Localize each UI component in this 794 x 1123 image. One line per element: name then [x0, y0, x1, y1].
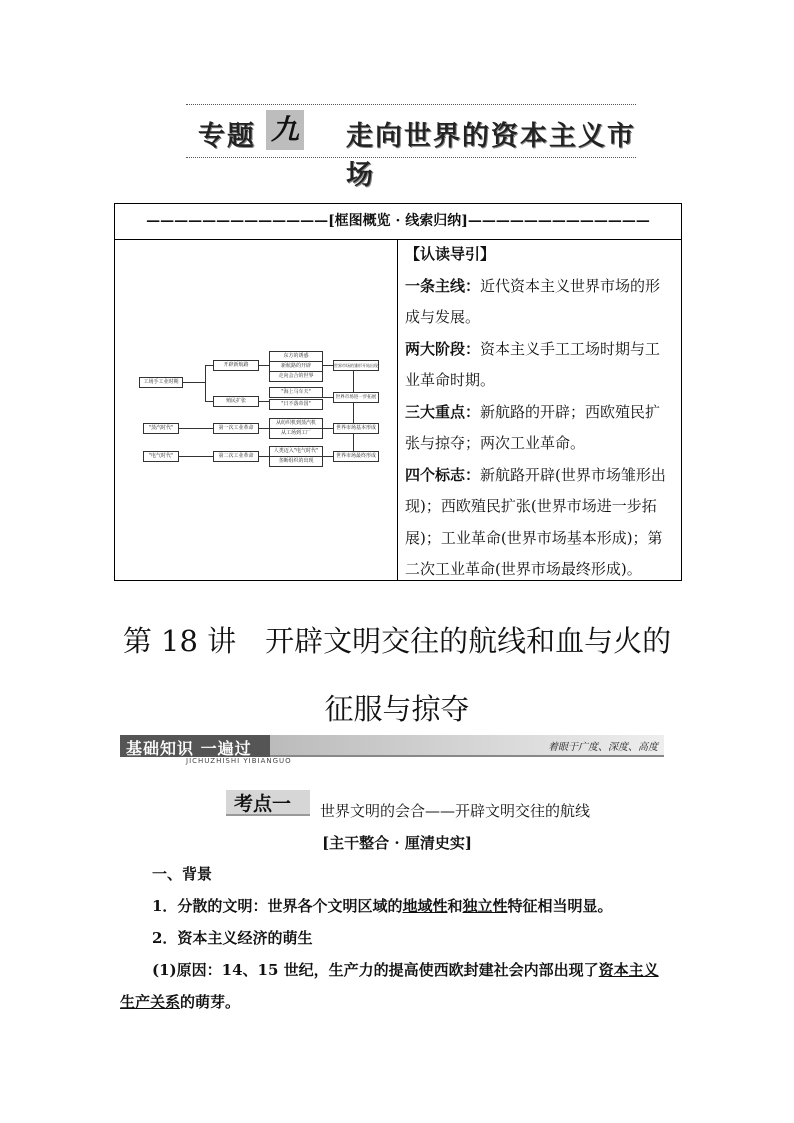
heading-capitalism-emergence: 2．资本主义经济的萌生	[152, 929, 313, 947]
flow-connector	[205, 365, 213, 366]
heading-background: 一、背景	[152, 865, 213, 883]
flow-steam-era: "蒸汽时代"	[143, 423, 179, 434]
guide-item-2: 两大阶段：资本主义手工工场时期与工业革命时期。	[405, 339, 661, 389]
flow-c2: 新航路的开辟	[269, 361, 323, 372]
flow-r1: 世界市场的雏形开始出现	[333, 360, 379, 371]
overview-table	[114, 203, 682, 581]
flow-electric-era: "电气时代"	[143, 451, 179, 462]
flow-c1: 东方的诱惑	[269, 351, 323, 362]
flow-c5: "日不落帝国"	[269, 399, 323, 410]
flow-r3: 世界市场基本形成	[333, 423, 379, 434]
flow-connector	[353, 402, 354, 423]
flow-c9: 垄断组织的出现	[269, 456, 323, 467]
flow-connector	[181, 382, 205, 383]
section-label: 基础知识 一遍过	[126, 739, 252, 758]
flow-connector	[177, 428, 213, 429]
flow-connector	[353, 433, 354, 451]
flow-colonial: 殖民扩张	[213, 396, 259, 407]
guide-cell	[405, 239, 675, 580]
section-label-block	[120, 735, 270, 757]
flow-connector	[205, 401, 213, 402]
flow-c4: "海上马车夫"	[269, 387, 323, 398]
flow-connector	[205, 365, 206, 401]
overview-diagram-cell	[115, 239, 398, 580]
kaodian-badge: 考点一	[226, 790, 310, 816]
flow-new-routes: 开辟新航路	[213, 360, 259, 371]
flow-r4: 世界市场最终形成	[333, 451, 379, 462]
flow-c7: 从工场到工厂	[269, 428, 323, 439]
overview-header: —————————————[框图概览 · 线索归纳]—————————————	[115, 204, 681, 240]
section-slogan: 着眼于广度、深度、高度	[548, 742, 658, 753]
topic-title: 走向世界的资本主义市场	[346, 121, 636, 191]
section-pinyin: JICHUZHISHI YIBIANGUO	[186, 757, 292, 765]
flow-connector	[177, 456, 213, 457]
flow-r2: 世界市场进一步拓展	[333, 392, 379, 403]
guide-item-3: 三大重点：新航路的开辟；西欧殖民扩张与掠夺；两次工业革命。	[405, 402, 661, 452]
kaodian-title: 世界文明的会合——开辟文明交往的航线	[320, 802, 591, 820]
flow-diagram	[139, 351, 379, 467]
lecture-title	[0, 612, 794, 738]
flow-connector	[353, 370, 354, 392]
kaodian-subtitle: [主干整合 · 厘清史实]	[322, 834, 472, 852]
guide-title: 【认读导引】	[405, 245, 496, 263]
banner-rule-top	[186, 104, 636, 105]
guide-item-1: 一条主线：近代资本主义世界市场的形成与发展。	[405, 276, 661, 326]
paragraph-cause: (1)原因：14、15 世纪，生产力的提高使西欧封建社会内部出现了资本主义 生产关系的萌芽。	[120, 961, 659, 1011]
lecture-title-line2: 征服与掠夺	[324, 692, 470, 726]
flow-c8: 人类迈入"电气时代"	[269, 446, 323, 457]
flow-ir1: 第一次工业革命	[213, 423, 259, 434]
flow-root: 工场手工业时期	[139, 377, 183, 388]
topic-banner	[186, 104, 636, 191]
flow-c3: 走向会合的世界	[269, 371, 323, 382]
flow-ir2: 第二次工业革命	[213, 451, 259, 462]
flow-c6: 从纺织机到蒸汽机	[269, 418, 323, 429]
section-bar	[120, 735, 666, 765]
topic-prefix: 专题	[198, 121, 256, 152]
guide-item-4: 四个标志：新航路开辟(世界市场雏形出现)；西欧殖民扩张(世界市场进一步拓展)；工业革命(世界市场基本形成)；第二次工业革命(世界市场最终形成)。	[405, 465, 666, 578]
topic-number: 九	[266, 110, 304, 150]
lecture-title-line1: 第 18 讲 开辟文明交往的航线和血与火的	[122, 624, 672, 658]
paragraph-scattered-civilizations: 1．分散的文明：世界各个文明区域的地域性和独立性特征相当明显。	[152, 897, 613, 915]
section-bar-strip	[270, 735, 664, 757]
banner-rule-bottom	[186, 157, 636, 158]
